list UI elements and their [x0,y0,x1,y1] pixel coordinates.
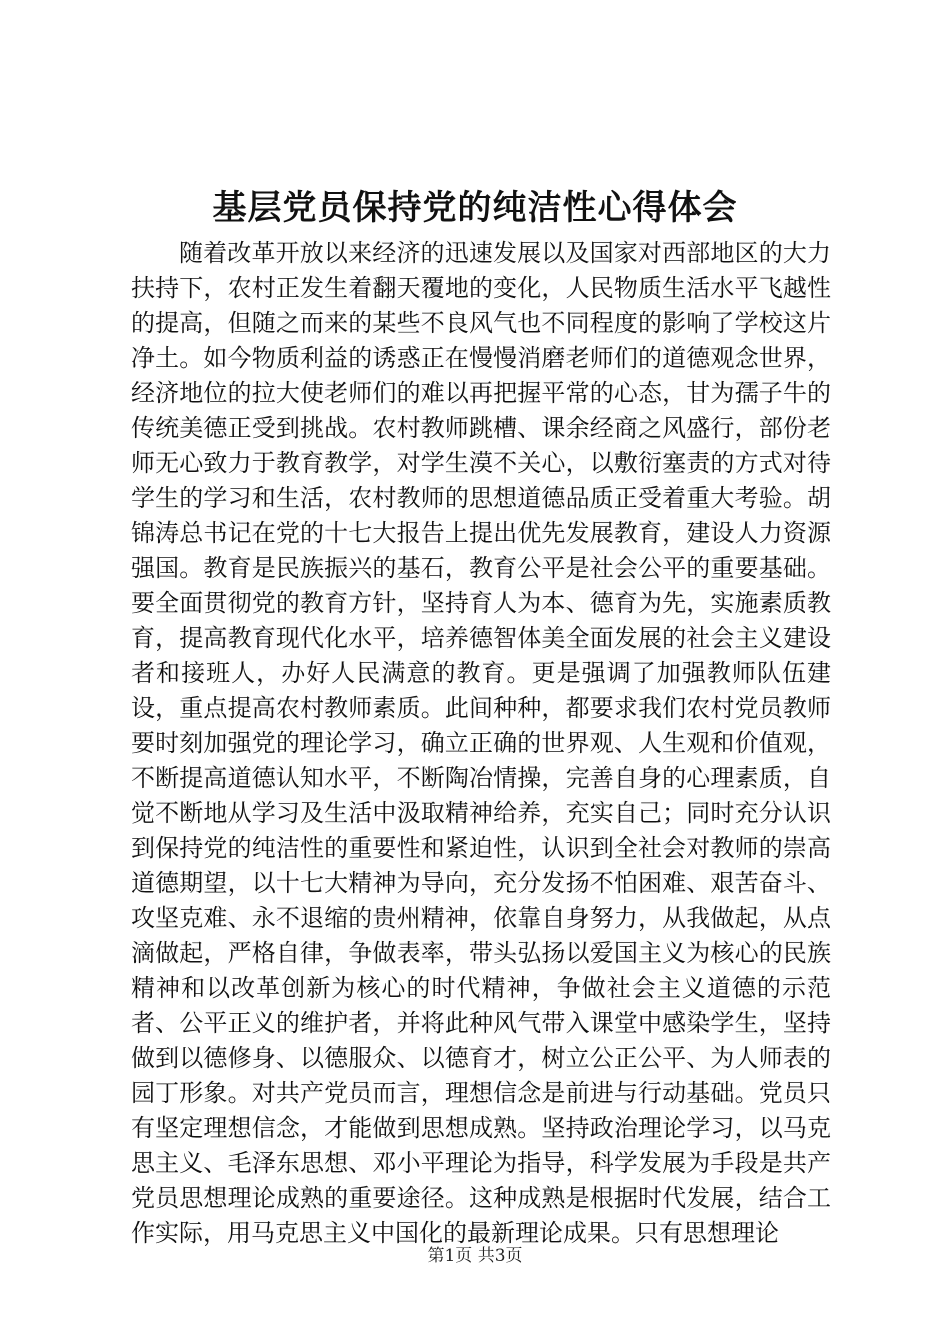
document-title: 基层党员保持党的纯洁性心得体会 [212,188,738,228]
page-indicator: 第1页 共3页 [427,1246,523,1266]
document-body-paragraph: 随着改革开放以来经济的迅速发展以及国家对西部地区的大力扶持下，农村正发生着翻天覆地的变化，人民物质生活水平飞越性的提高，但随之而来的某些不良风气也不同程度的影响了学校这片净土。如今物质利益的诱惑正在慢慢消磨老师们的道德观念世界，经济地位的拉大使老师们的难以再把握平常的心态，甘为孺子牛的传统美德正受到挑战。农村教师跳槽、课余经商之风盛行，部份老师无心致力于教育教学，对学生漠不关心，以敷衍塞责的方式对待学生的学习和生活，农村教师的思想道德品质正受着重大考验。胡锦涛总书记在党的十七大报告上提出优先发展教育，建设人力资源强国。教育是民族振兴的基石，教育公平是社会公平的重要基础。要全面贯彻党的教育方针，坚持育人为本、德育为先，实施素质教育，提高教育现代化水平，培养德智体美全面发展的社会主义建设者和接班人，办好人民满意的教育。更是强调了加强教师队伍建设，重点提高农村教师素质。此间种种，都要求我们农村党员教师要时刻加强党的理论学习，确立正确的世界观、人生观和价值观，不断提高道德认知水平，不断陶冶情操，完善自身的心理素质，自觉不断地从学习及生活中汲取精神给养，充实自己；同时充分认识到保持党的纯洁性的重要性和紧迫性，认识到全社会对教师的崇高道德期望，以十七大精神为导向，充分发扬不怕困难、艰苦奋斗、攻坚克难、永不退缩的贵州精神，依靠自身努力，从我做起，从点滴做起，严格自律，争做表率，带头弘扬以爱国主义为核心的民族精神和以改革创新为核心的时代精神，争做社会主义道德的示范者、公平正义的维护者，并将此种风气带入课堂中感染学生，坚持做到以德修身、以德服众、以德育才，树立公正公平、为人师表的园丁形象。对共产党员而言，理想信念是前进与行动基础。党员只有坚定理想信念，才能做到思想成熟。坚持政治理论学习，以马克思主义、毛泽东思想、邓小平理论为指导，科学发展为手段是共产党员思想理论成熟的重要途径。这种成熟是根据时代发展，结合工作实际，用马克思主义中国化的最新理论成果。只有思想理论 [131,239,831,1247]
